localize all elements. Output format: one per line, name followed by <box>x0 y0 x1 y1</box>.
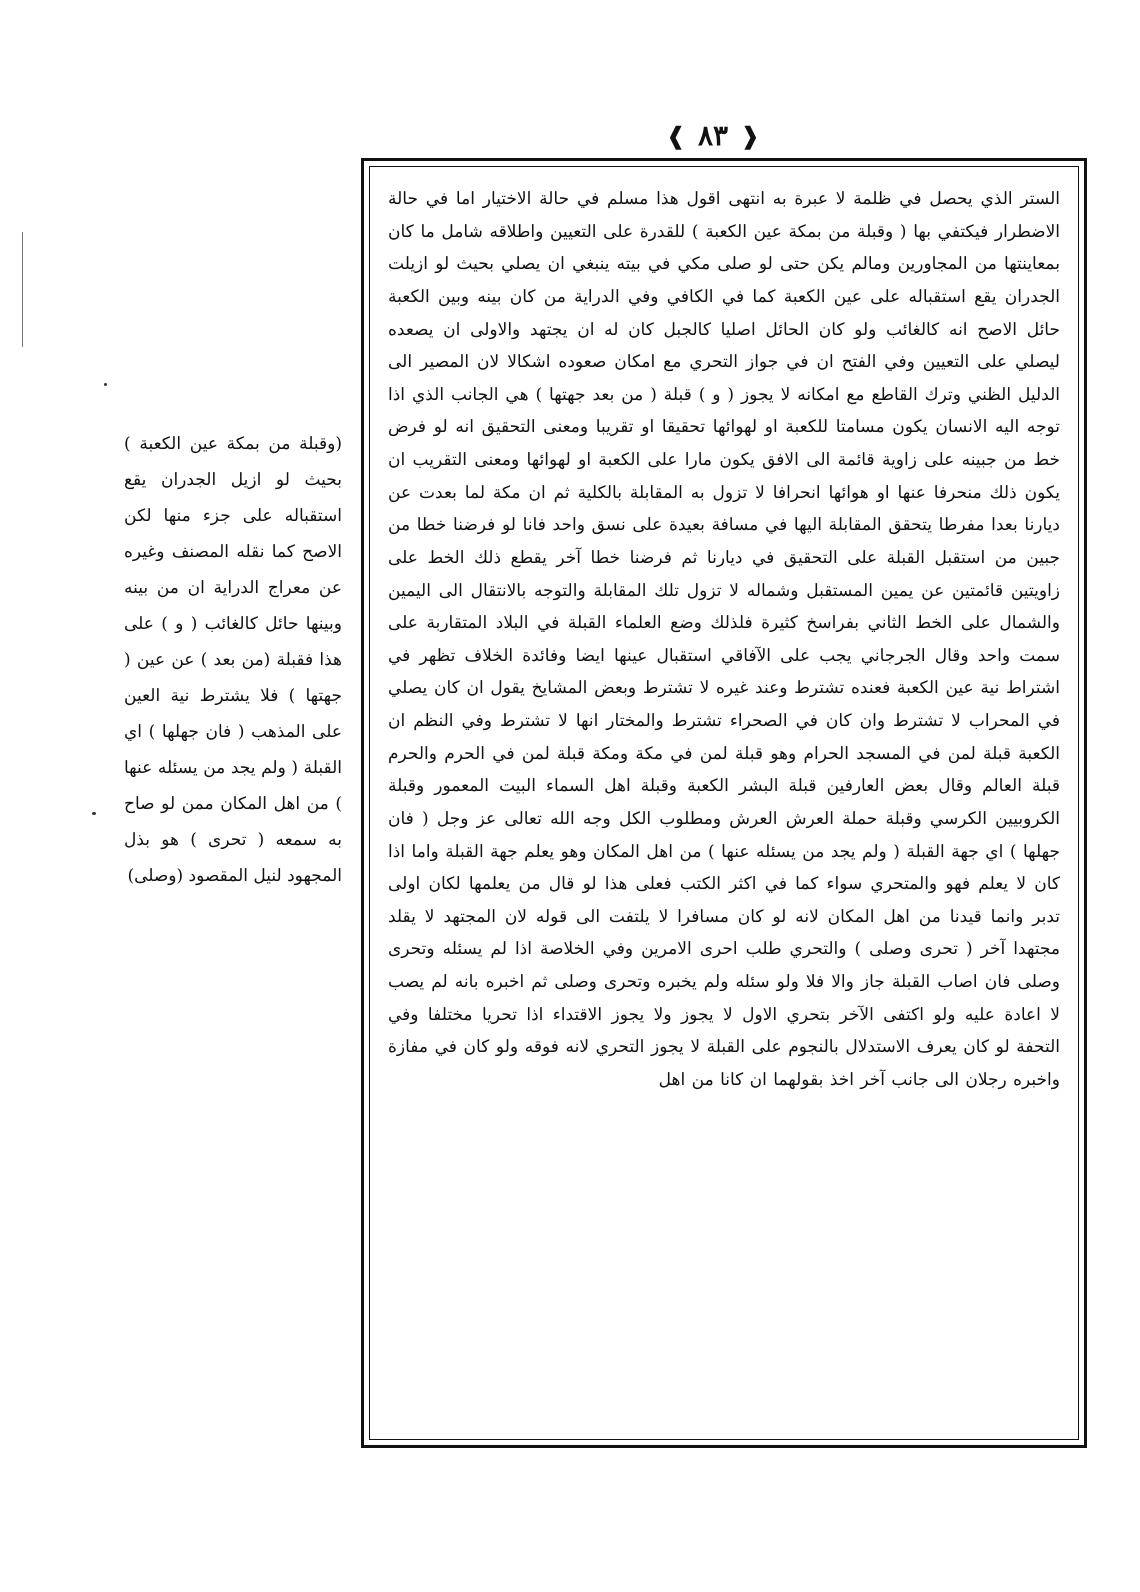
marginal-text-paragraph: (وقبلة من بمكة عين الكعبة ) بحيث لو ازيل الجدران يقع استقباله على جزء منها لكن الاصح كما نقله المصنف وغيره عن معراج الدراية ان من بينه وبينها حائل كالغائب ( و ) على هذا فقبلة (من بعد ) عن عين ( جهتها ) فلا يشترط نية العين على المذهب ( فان جهلها ) اي القبلة ( ولم يجد من يسئله عنها ) من اهل المكان ممن لو صاح به سمعه ( تحرى ) هو بذل المجهود لنيل المقصود (وصلى) <box>124 434 342 887</box>
ink-speck <box>92 812 96 815</box>
margin-rule <box>22 232 23 347</box>
main-text-frame <box>361 158 1087 1448</box>
main-text-block <box>388 183 1060 1097</box>
ink-speck <box>104 383 107 386</box>
page-header <box>608 112 818 160</box>
main-text-inner-frame <box>369 166 1079 1440</box>
marginal-text-block <box>124 426 342 894</box>
ornament-left-icon: ❰ <box>665 122 686 150</box>
main-text-paragraph: الستر الذي يحصل في ظلمة لا عبرة به انتهى اقول هذا مسلم في حالة الاختيار اما في حالة الاضطرار فيكتفي بها ( وقبلة من بمكة عين الكعبة ) للقدرة على التعيين واطلاقه شامل ما كان بمعاينتها من المجاورين ومالم يكن حتى لو صلى مكي في بيته ينبغي ان يصلي بحيث لو ازيلت الجدران يقع استقباله على عين الكعبة كما في الكافي وفي الدراية من كان بينه وبين الكعبة حائل الاصح انه كالغائب ولو كان الحائل اصليا كالجبل كان له ان يجتهد والاولى ان يصعده ليصلي على التعيين وفي الفتح ان في جواز التحري مع امكان صعوده اشكالا لان المصير الى الدليل الظني وترك القاطع مع امكانه لا يجوز ( و ) قبلة ( من بعد جهتها ) هي الجانب الذي اذا توجه اليه الانسان يكون مسامتا للكعبة او لهوائها تحقيقا او تقريبا ومعنى التحقيق انه لو فرض خط من جبينه على زاوية قائمة الى الافق يكون مارا على الكعبة او لهوائها ومعنى التقريب ان يكون ذلك منحرفا عنها او هوائها انحرافا لا تزول به المقابلة بالكلية ثم ان مكة لما بعدت عن ديارنا بعدا مفرطا يتحقق المقابلة اليها في مسافة بعيدة على نسق واحد فانا لو فرضنا خطا من جبين من استقبل القبلة على التحقيق في ديارنا ثم فرضنا خطا آخر يقطع ذلك الخط على زاويتين قائمتين عن يمين المستقبل وشماله لا تزول تلك المقابلة والتوجه بالانتقال الى اليمين والشمال على الخط الثاني بفراسخ كثيرة فلذلك وضع العلماء القبلة في البلاد المتقاربة على سمت واحد وقال الجرجاني يجب على الآفاقي استقبال عينها ايضا وفائدة الخلاف تظهر في اشتراط نية عين الكعبة فعنده تشترط وعند غيره لا تشترط وبعض المشايخ يقول ان كان يصلي في المحراب لا تشترط وان كان في الصحراء تشترط والمختار انها لا تشترط وفي النظم ان الكعبة قبلة لمن في المسجد الحرام وهو قبلة لمن في مكة ومكة قبلة لمن في الحرم والحرم قبلة العالم وقال بعض العارفين قبلة البشر الكعبة وقبلة اهل السماء البيت المعمور وقبلة الكروبيين الكرسي وقبلة حملة العرش العرش ومطلوب الكل وجه الله تعالى عز وجل ( فان جهلها ) اي جهة القبلة ( ولم يجد من يسئله عنها ) من اهل المكان وهو يعلم جهة القبلة واما اذا كان لا يعلم فهو والمتحري سواء كما في اكثر الكتب فعلى هذا لو قال من يعلمها لكان اولى تدبر وانما قيدنا من اهل المكان لانه لو كان مسافرا لا يلتفت الى قوله لان المجتهد لا يقلد مجتهدا آخر ( تحرى وصلى ) والتحري طلب احرى الامرين وفي الخلاصة اذا لم يسئله وتحرى وصلى فان اصاب القبلة جاز والا فلا ولو سئله ولم يخبره وتحرى وصلى ثم اخبره بانه لم يصب لا اعادة عليه ولو اكتفى الآخر بتحري الاول لا يجوز ولا يجوز الاقتداء اذا تحريا مختلفا وفي التحفة لو كان يعرف الاستدلال بالنجوم على القبلة لا يجوز التحري لانه فوقه ولو كان في مفازة واخبره رجلان الى جانب آخر اخذ بقولهما ان كانا من اهل <box>388 189 1061 1090</box>
ornament-right-icon: ❱ <box>740 122 761 150</box>
page-number: ٨٣ <box>697 119 729 152</box>
